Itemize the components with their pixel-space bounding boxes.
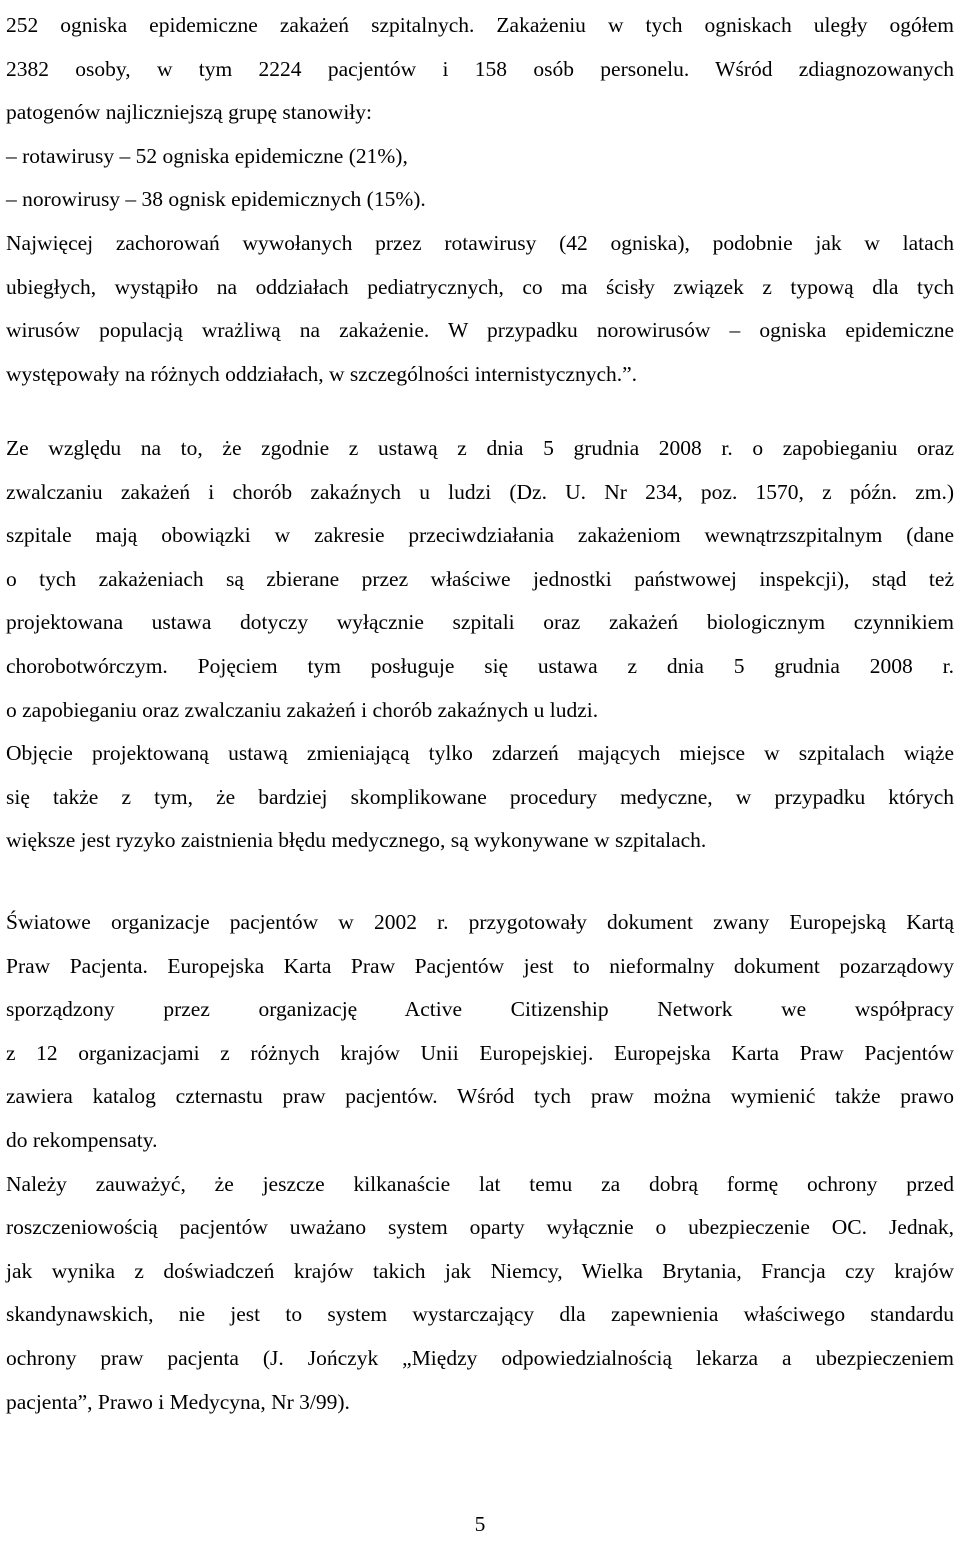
- paragraph-epidemic-outbreaks: [6, 4, 954, 396]
- text-line: skandynawskich, nie jest to system wystarczający dla zapewnienia właściwego standardu: [6, 1302, 954, 1327]
- text-line: sporządzony przez organizację Active Citizenship Network we współpracy: [6, 997, 954, 1022]
- text-line: Ze względu na to, że zgodnie z ustawą z dnia 5 grudnia 2008 r. o zapobieganiu oraz: [6, 436, 954, 460]
- text-line: Objęcie projektowaną ustawą zmieniającą tylko zdarzeń mających miejsce w szpitalach wiąże: [6, 741, 954, 766]
- text-line: pacjenta”, Prawo i Medycyna, Nr 3/99).: [6, 1389, 350, 1414]
- text-line: ochrony praw pacjenta (J. Jończyk „Między odpowiedzialnością lekarza a ubezpieczeniem: [6, 1345, 954, 1370]
- text-line: zwalczaniu zakażeń i chorób zakaźnych u ludzi (Dz. U. Nr 234, poz. 1570, z późn. zm.): [6, 479, 954, 504]
- text-line: chorobotwórczym. Pojęciem tym posługuje się ustawa z dnia 5 grudnia 2008 r.: [6, 653, 954, 678]
- text-line: o tych zakażeniach są zbierane przez właściwe jednostki państwowej inspekcji), stąd też: [6, 566, 954, 591]
- text-line: o zapobieganiu oraz zwalczaniu zakażeń i chorób zakaźnych u ludzi.: [6, 697, 599, 722]
- text-line: wirusów populacją wrażliwą na zakażenie. W przypadku norowirusów – ogniska epidemiczne: [6, 318, 954, 343]
- page-number: 5: [474, 1512, 486, 1536]
- text-line: roszczeniowością pacjentów uważano system oparty wyłącznie o ubezpieczenie OC. Jednak,: [6, 1215, 954, 1240]
- text-line: większe jest ryzyko zaistnienia błędu medycznego, są wykonywane w szpitalach.: [6, 828, 707, 853]
- text-line: ubiegłych, wystąpiło na oddziałach pediatrycznych, co ma ścisły związek z typową dla tych: [6, 274, 954, 299]
- text-line: Praw Pacjenta. Europejska Karta Praw Pacjentów jest to nieformalny dokument pozarządowy: [6, 953, 954, 978]
- text-line: szpitale mają obowiązki w zakresie przeciwdziałania zakażeniom wewnątrzszpitalnym (dane: [6, 523, 954, 548]
- text-line: występowały na różnych oddziałach, w szczególności internistycznych.”.: [6, 361, 638, 386]
- text-line: się także z tym, że bardziej skomplikowane procedury medyczne, w przypadku których: [6, 784, 954, 809]
- text-line: z 12 organizacjami z różnych krajów Unii Europejskiej. Europejska Karta Praw Pacjentów: [6, 1040, 954, 1065]
- text-line: Światowe organizacje pacjentów w 2002 r. przygotowały dokument zwany Europejską Kartą: [6, 910, 954, 934]
- text-line: jak wynika z doświadczeń krajów takich jak Niemcy, Wielka Brytania, Francja czy krajów: [6, 1258, 954, 1283]
- text-line: Należy zauważyć, że jeszcze kilkanaście lat temu za dobrą formę ochrony przed: [6, 1171, 954, 1196]
- text-line: patogenów najliczniejszą grupę stanowiły:: [6, 100, 372, 125]
- text-line: – rotawirusy – 52 ogniska epidemiczne (21%),: [6, 143, 408, 168]
- text-line: projektowana ustawa dotyczy wyłącznie szpitali oraz zakażeń biologicznym czynnikiem: [6, 610, 954, 635]
- text-line: zawiera katalog czternastu praw pacjentów. Wśród tych praw można wymienić także prawo: [6, 1084, 954, 1109]
- paragraph-patient-rights-charter: [6, 901, 954, 1424]
- text-line: do rekompensaty.: [6, 1127, 158, 1152]
- text-line: 2382 osoby, w tym 2224 pacjentów i 158 osób personelu. Wśród zdiagnozowanych: [6, 56, 954, 81]
- text-line: 252 ogniska epidemiczne zakażeń szpitalnych. Zakażeniu w tych ogniskach uległy ogółem: [6, 13, 954, 37]
- paragraph-hospital-infections-act: [6, 427, 954, 863]
- text-line: – norowirusy – 38 ognisk epidemicznych (15%).: [6, 187, 426, 212]
- text-line: Najwięcej zachorowań wywołanych przez rotawirusy (42 ogniska), podobnie jak w latach: [6, 230, 954, 255]
